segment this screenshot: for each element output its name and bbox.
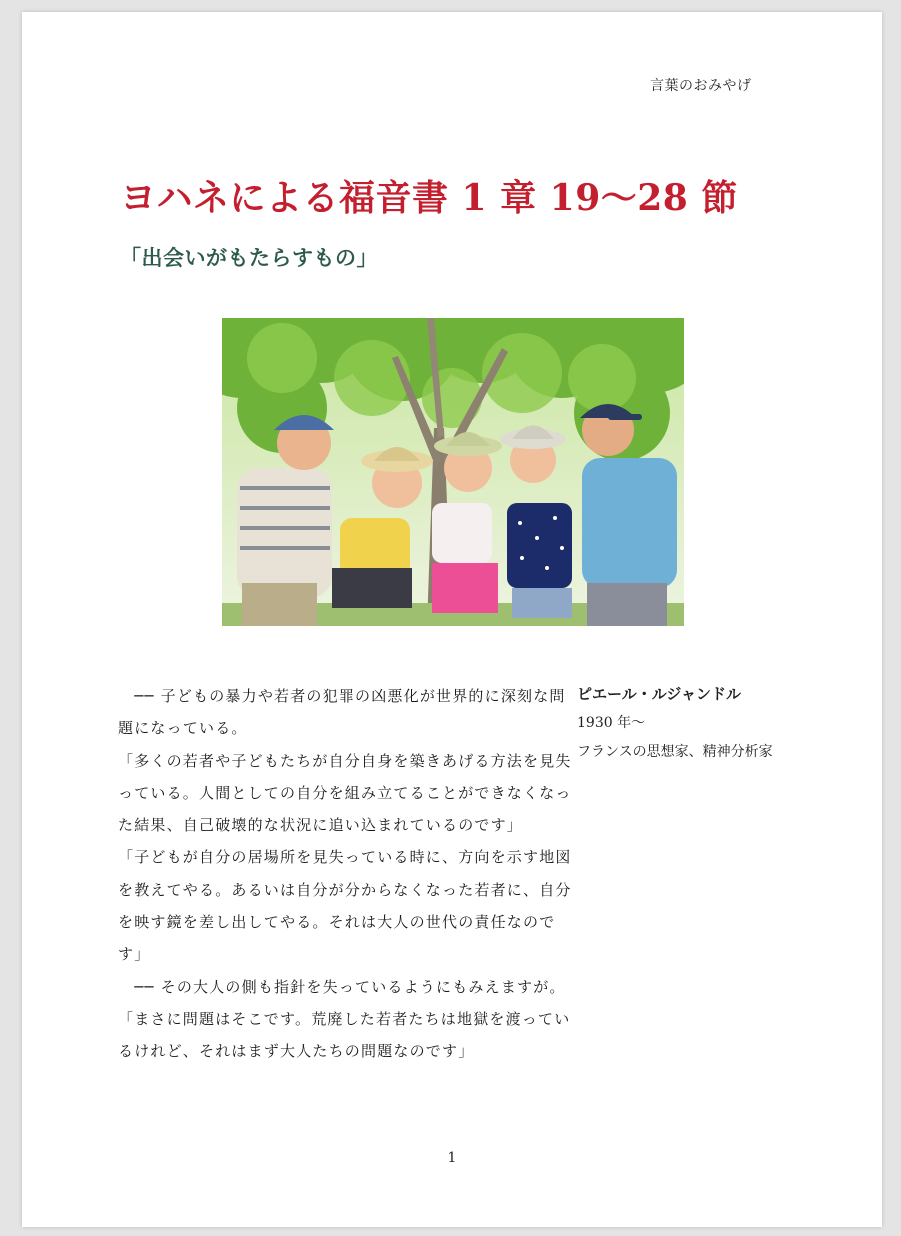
author-name: ピエール・ルジャンドル xyxy=(577,685,742,703)
header-note: 言葉のおみやげ xyxy=(650,78,752,94)
children-photo xyxy=(222,318,684,626)
paragraph: ── 子どもの暴力や若者の犯罪の凶悪化が世界的に深刻な問題になっている。 xyxy=(118,687,566,738)
page-number: 1 xyxy=(447,1150,457,1166)
article-body xyxy=(118,680,578,1068)
page-title: ヨハネによる福音書 1 章 19〜28 節 xyxy=(120,177,738,219)
document-page xyxy=(22,12,882,1227)
author-note xyxy=(577,680,807,767)
author-description: フランスの思想家、精神分析家 xyxy=(577,744,773,760)
paragraph: 「子どもが自分の居場所を見失っている時に、方向を示す地図を教えてやる。あるいは自分が分からなくなった若者に、自分を映す鏡を差し出してやる。それは大人の世代の責任なのです」 xyxy=(118,848,572,964)
page-subtitle: 「出会いがもたらすもの」 xyxy=(120,245,378,270)
author-years: 1930 年〜 xyxy=(577,715,646,731)
paragraph: ── その大人の側も指針を失っているようにもみえますが。 xyxy=(118,977,566,996)
paragraph: 「多くの若者や子どもたちが自分自身を築きあげる方法を見失っている。人間としての自分を組み立てることができなくなった結果、自己破壊的な状況に追い込まれているのです」 xyxy=(118,751,572,835)
paragraph: 「まさに問題はそこです。荒廃した若者たちは地獄を渡っているけれど、それはまず大人たちの問題なのです」 xyxy=(118,1009,571,1061)
